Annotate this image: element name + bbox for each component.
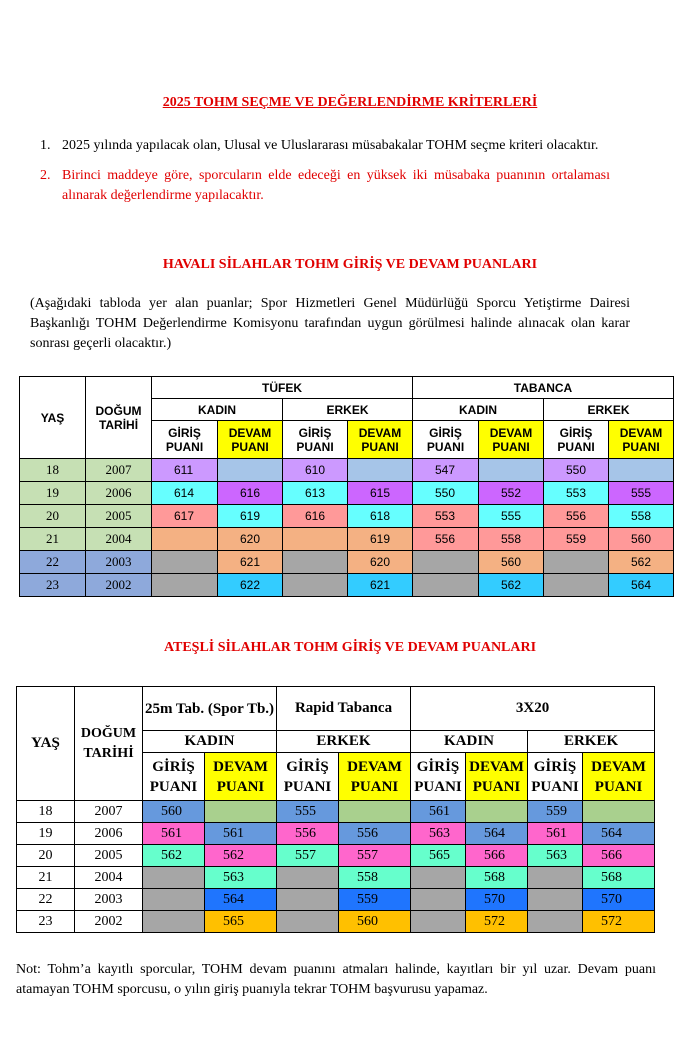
continue-score-cell: 564	[205, 889, 277, 911]
entry-score-cell	[413, 551, 479, 574]
entry-score-cell	[277, 889, 339, 911]
entry-score-cell	[411, 911, 466, 933]
continue-score-cell: 565	[205, 911, 277, 933]
continue-score-cell: 558	[479, 528, 544, 551]
air-header-pistol-women: KADIN	[413, 399, 544, 421]
entry-score-cell	[143, 911, 205, 933]
age-cell: 19	[17, 823, 75, 845]
air-header-cont: DEVAM PUANI	[609, 421, 674, 459]
birth-year-cell: 2003	[75, 889, 143, 911]
fire-table	[16, 686, 655, 933]
fire-header-3x20-women: KADIN	[411, 731, 528, 753]
air-header-cont: DEVAM PUANI	[218, 421, 283, 459]
fire-section-title: ATEŞLİ SİLAHLAR TOHM GİRİŞ VE DEVAM PUANLARI	[163, 640, 537, 655]
continue-score-cell	[466, 801, 528, 823]
table-row	[17, 889, 655, 911]
table-row	[17, 911, 655, 933]
continue-score-cell: 620	[348, 551, 413, 574]
entry-score-cell: 550	[413, 482, 479, 505]
continue-score-cell: 558	[609, 505, 674, 528]
entry-score-cell: 563	[528, 845, 583, 867]
air-header-cont: DEVAM PUANI	[479, 421, 544, 459]
continue-score-cell: 615	[348, 482, 413, 505]
air-table-body	[20, 459, 674, 597]
continue-score-cell: 570	[466, 889, 528, 911]
air-header-entry: GİRİŞ PUANI	[413, 421, 479, 459]
birth-year-cell: 2004	[86, 528, 152, 551]
continue-score-cell	[339, 801, 411, 823]
air-header-pistol: TABANCA	[413, 377, 674, 399]
fire-header-cont: DEVAM PUANI	[466, 753, 528, 801]
continue-score-cell: 566	[466, 845, 528, 867]
entry-score-cell: 561	[143, 823, 205, 845]
age-cell: 21	[20, 528, 86, 551]
continue-score-cell: 563	[205, 867, 277, 889]
age-cell: 22	[20, 551, 86, 574]
entry-score-cell	[528, 867, 583, 889]
table-row	[20, 459, 674, 482]
age-cell: 18	[17, 801, 75, 823]
fire-header-rapid-men: ERKEK	[277, 731, 411, 753]
continue-score-cell: 564	[466, 823, 528, 845]
fire-header-entry: GİRİŞ PUANI	[143, 753, 205, 801]
entry-score-cell: 565	[411, 845, 466, 867]
age-cell: 20	[17, 845, 75, 867]
age-cell: 23	[17, 911, 75, 933]
fire-header-25m: 25m Tab. (Spor Tb.)	[143, 687, 277, 731]
birth-year-cell: 2007	[75, 801, 143, 823]
continue-score-cell: 622	[218, 574, 283, 597]
continue-score-cell: 566	[583, 845, 655, 867]
table-row	[17, 867, 655, 889]
continue-score-cell: 570	[583, 889, 655, 911]
air-header-entry: GİRİŞ PUANI	[283, 421, 348, 459]
entry-score-cell	[544, 574, 609, 597]
entry-score-cell: 557	[277, 845, 339, 867]
birth-year-cell: 2006	[86, 482, 152, 505]
entry-score-cell: 550	[544, 459, 609, 482]
birth-year-cell: 2002	[86, 574, 152, 597]
continue-score-cell: 560	[479, 551, 544, 574]
continue-score-cell	[583, 801, 655, 823]
age-cell: 21	[17, 867, 75, 889]
continue-score-cell	[348, 459, 413, 482]
fire-header-birth: DOĞUM TARİHİ	[75, 687, 143, 801]
continue-score-cell: 619	[218, 505, 283, 528]
entry-score-cell: 610	[283, 459, 348, 482]
fire-header-cont: DEVAM PUANI	[339, 753, 411, 801]
table-row	[17, 801, 655, 823]
air-header-rifle-men: ERKEK	[283, 399, 413, 421]
fire-header-age: YAŞ	[17, 687, 75, 801]
criteria-number: 1.	[40, 138, 51, 153]
birth-year-cell: 2004	[75, 867, 143, 889]
continue-score-cell: 560	[339, 911, 411, 933]
air-header-entry: GİRİŞ PUANI	[544, 421, 609, 459]
entry-score-cell: 562	[143, 845, 205, 867]
entry-score-cell	[277, 867, 339, 889]
birth-year-cell: 2007	[86, 459, 152, 482]
entry-score-cell	[143, 889, 205, 911]
continue-score-cell: 619	[348, 528, 413, 551]
age-cell: 22	[17, 889, 75, 911]
entry-score-cell	[152, 574, 218, 597]
entry-score-cell	[152, 528, 218, 551]
entry-score-cell: 617	[152, 505, 218, 528]
entry-score-cell	[528, 889, 583, 911]
fire-header-cont: DEVAM PUANI	[583, 753, 655, 801]
continue-score-cell	[205, 801, 277, 823]
criteria-item-1	[40, 136, 610, 156]
entry-score-cell: 553	[413, 505, 479, 528]
age-cell: 18	[20, 459, 86, 482]
page-title-text: 2025 TOHM SEÇME VE DEĞERLENDİRME KRİTERLERİ	[162, 95, 538, 110]
entry-score-cell: 563	[411, 823, 466, 845]
air-header-rifle: TÜFEK	[152, 377, 413, 399]
continue-score-cell: 564	[583, 823, 655, 845]
continue-score-cell: 552	[479, 482, 544, 505]
table-row	[20, 482, 674, 505]
age-cell: 20	[20, 505, 86, 528]
continue-score-cell: 562	[609, 551, 674, 574]
entry-score-cell: 553	[544, 482, 609, 505]
entry-score-cell	[411, 889, 466, 911]
fire-header-entry: GİRİŞ PUANI	[411, 753, 466, 801]
entry-score-cell: 561	[411, 801, 466, 823]
entry-score-cell: 556	[413, 528, 479, 551]
continue-score-cell: 568	[583, 867, 655, 889]
entry-score-cell	[283, 528, 348, 551]
criteria-text: 2025 yılında yapılacak olan, Ulusal ve Uluslararası müsabakalar TOHM seçme kriteri olacaktır.	[62, 138, 599, 153]
criteria-list	[40, 136, 610, 216]
continue-score-cell	[609, 459, 674, 482]
entry-score-cell: 611	[152, 459, 218, 482]
table-row	[17, 823, 655, 845]
page-title	[0, 95, 700, 111]
table-row	[20, 528, 674, 551]
continue-score-cell: 559	[339, 889, 411, 911]
table-row	[20, 551, 674, 574]
continue-score-cell: 555	[479, 505, 544, 528]
air-header-entry: GİRİŞ PUANI	[152, 421, 218, 459]
continue-score-cell: 561	[205, 823, 277, 845]
continue-score-cell: 621	[218, 551, 283, 574]
air-section-title: HAVALI SİLAHLAR TOHM GİRİŞ VE DEVAM PUANLARI	[162, 257, 538, 272]
continue-score-cell	[218, 459, 283, 482]
continue-score-cell: 558	[339, 867, 411, 889]
fire-header-rapid: Rapid Tabanca	[277, 687, 411, 731]
continue-score-cell: 616	[218, 482, 283, 505]
entry-score-cell	[528, 911, 583, 933]
air-table	[19, 376, 674, 597]
entry-score-cell: 555	[277, 801, 339, 823]
criteria-number: 2.	[40, 168, 51, 183]
continue-score-cell: 557	[339, 845, 411, 867]
fire-header-cont: DEVAM PUANI	[205, 753, 277, 801]
fire-header-3x20-men: ERKEK	[528, 731, 655, 753]
entry-score-cell: 616	[283, 505, 348, 528]
birth-year-cell: 2003	[86, 551, 152, 574]
criteria-item-2	[40, 166, 610, 206]
entry-score-cell: 559	[528, 801, 583, 823]
fire-table-body	[17, 801, 655, 933]
fire-header-25m-women: KADIN	[143, 731, 277, 753]
birth-year-cell: 2006	[75, 823, 143, 845]
air-header-cont: DEVAM PUANI	[348, 421, 413, 459]
criteria-text: Birinci maddeye göre, sporcuların elde edeceği en yüksek iki müsabaka puanının ortalaması alınarak değerlendirme yapılacaktır.	[62, 168, 610, 203]
entry-score-cell	[411, 867, 466, 889]
entry-score-cell	[152, 551, 218, 574]
entry-score-cell: 613	[283, 482, 348, 505]
entry-score-cell: 547	[413, 459, 479, 482]
air-header-pistol-men: ERKEK	[544, 399, 674, 421]
entry-score-cell	[283, 551, 348, 574]
entry-score-cell	[283, 574, 348, 597]
continue-score-cell: 560	[609, 528, 674, 551]
continue-score-cell: 562	[479, 574, 544, 597]
table-row	[20, 574, 674, 597]
entry-score-cell: 561	[528, 823, 583, 845]
continue-score-cell: 568	[466, 867, 528, 889]
entry-score-cell: 560	[143, 801, 205, 823]
air-header-rifle-women: KADIN	[152, 399, 283, 421]
age-cell: 23	[20, 574, 86, 597]
birth-year-cell: 2002	[75, 911, 143, 933]
continue-score-cell: 572	[583, 911, 655, 933]
continue-score-cell: 621	[348, 574, 413, 597]
entry-score-cell: 559	[544, 528, 609, 551]
fire-header-3x20: 3X20	[411, 687, 655, 731]
footer-note: Not: Tohm’a kayıtlı sporcular, TOHM devam puanını atmaları halinde, kayıtları bir yıl uzar. Devam puanı atamayan TOHM sporcusu, o yılın giriş puanıyla tekrar TOHM başvurusu yapamaz.	[16, 962, 656, 997]
continue-score-cell: 556	[339, 823, 411, 845]
table-row	[17, 845, 655, 867]
fire-header-entry: GİRİŞ PUANI	[277, 753, 339, 801]
continue-score-cell: 564	[609, 574, 674, 597]
birth-year-cell: 2005	[86, 505, 152, 528]
continue-score-cell: 555	[609, 482, 674, 505]
birth-year-cell: 2005	[75, 845, 143, 867]
fire-header-entry: GİRİŞ PUANI	[528, 753, 583, 801]
continue-score-cell: 562	[205, 845, 277, 867]
continue-score-cell	[479, 459, 544, 482]
entry-score-cell: 556	[544, 505, 609, 528]
continue-score-cell: 618	[348, 505, 413, 528]
entry-score-cell: 556	[277, 823, 339, 845]
continue-score-cell: 620	[218, 528, 283, 551]
continue-score-cell: 572	[466, 911, 528, 933]
air-note: (Aşağıdaki tabloda yer alan puanlar; Spor Hizmetleri Genel Müdürlüğü Sporcu Yetiştirme Dairesi Başkanlığı TOHM Değerlendirme Komisyonu tarafından uygun görülmesi halinde alınacak olan karar sonrası geçerli olacaktır.)	[30, 296, 630, 351]
entry-score-cell	[143, 867, 205, 889]
air-header-birth: DOĞUM TARİHİ	[86, 377, 152, 459]
entry-score-cell	[277, 911, 339, 933]
age-cell: 19	[20, 482, 86, 505]
entry-score-cell	[413, 574, 479, 597]
air-header-age: YAŞ	[20, 377, 86, 459]
entry-score-cell	[544, 551, 609, 574]
table-row	[20, 505, 674, 528]
entry-score-cell: 614	[152, 482, 218, 505]
